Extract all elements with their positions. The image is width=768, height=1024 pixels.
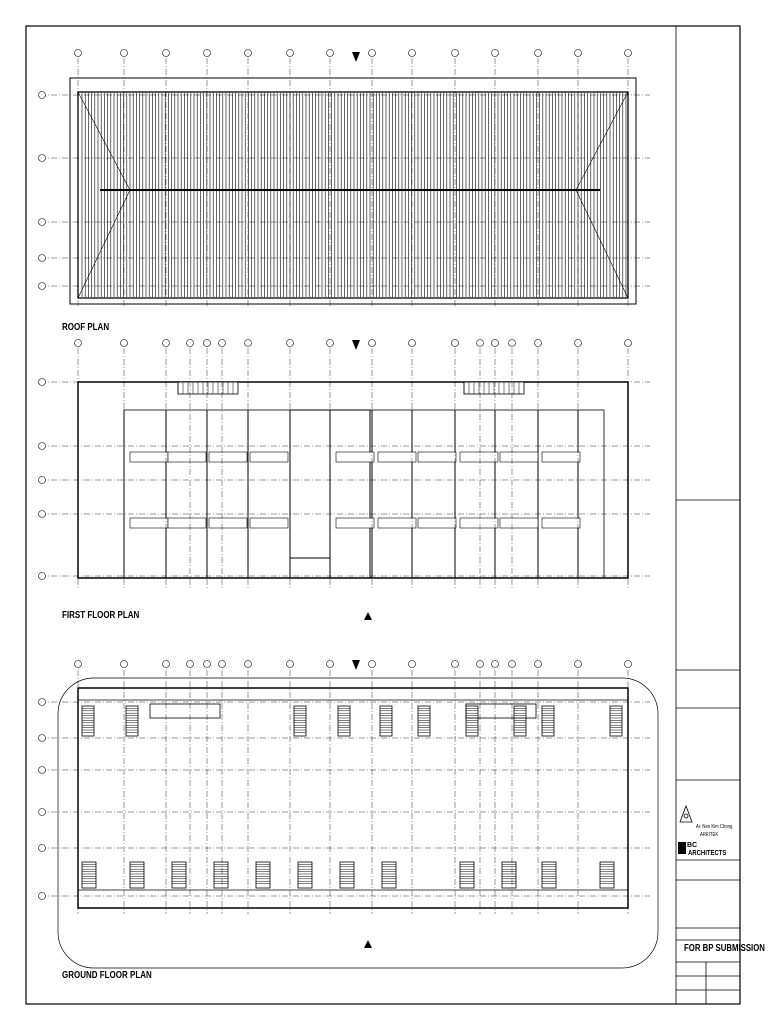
title-block-frame xyxy=(676,26,740,1004)
roof-plan xyxy=(39,50,651,307)
seal-icon xyxy=(680,806,692,822)
grid-bubble xyxy=(39,477,46,484)
grid-bubble xyxy=(287,340,294,347)
grid-bubble xyxy=(369,661,376,668)
stair xyxy=(214,862,228,888)
grid-bubble xyxy=(452,340,459,347)
grid-bubble xyxy=(219,661,226,668)
stair xyxy=(418,706,430,736)
first-floor-plan-title: FIRST FLOOR PLAN xyxy=(62,610,140,621)
first-floor-inner xyxy=(124,410,604,578)
stair xyxy=(502,862,516,888)
grid-bubble xyxy=(39,735,46,742)
grid-bubble xyxy=(39,219,46,226)
stair xyxy=(610,706,622,736)
stair xyxy=(298,862,312,888)
grid-bubble xyxy=(452,661,459,668)
stair xyxy=(172,862,186,888)
grid-bubble xyxy=(625,50,632,57)
window xyxy=(542,452,580,462)
roof-hips xyxy=(78,92,628,298)
grid-bubble xyxy=(39,573,46,580)
grid-bubble xyxy=(369,50,376,57)
grid-bubble xyxy=(625,340,632,347)
grid-bubble xyxy=(245,50,252,57)
window xyxy=(209,518,247,528)
roof-edge xyxy=(78,92,628,298)
window xyxy=(460,518,498,528)
grid-bubble xyxy=(204,50,211,57)
submission-status: FOR BP SUBMISSION xyxy=(684,943,765,954)
grid-bubble xyxy=(75,340,82,347)
grid-bubble xyxy=(39,255,46,262)
grid-bubble xyxy=(39,893,46,900)
window xyxy=(542,518,580,528)
grid-bubble xyxy=(287,661,294,668)
firm-logo: BC xyxy=(687,842,698,849)
window xyxy=(460,452,498,462)
window xyxy=(168,452,206,462)
window xyxy=(168,518,206,528)
grid-bubble xyxy=(75,50,82,57)
first-floor-plan xyxy=(39,340,651,591)
grid-bubble xyxy=(477,661,484,668)
stair xyxy=(542,706,554,736)
stair xyxy=(294,706,306,736)
grid-bubble xyxy=(39,767,46,774)
grid-bubble xyxy=(39,845,46,852)
window xyxy=(378,518,416,528)
grid-bubble xyxy=(327,340,334,347)
grid-bubble xyxy=(163,661,170,668)
stair xyxy=(338,706,350,736)
window xyxy=(209,452,247,462)
ground-floor-lobby xyxy=(150,704,220,718)
window xyxy=(130,452,168,462)
architect-role: ARKITEK xyxy=(700,832,719,838)
ground-floor-stairs-bottom xyxy=(82,862,614,888)
stair xyxy=(130,862,144,888)
first-floor-gridlines xyxy=(39,340,651,591)
stair xyxy=(542,862,556,888)
stair-core xyxy=(290,558,330,578)
first-floor-windows xyxy=(130,452,580,528)
site-boundary xyxy=(58,678,658,968)
window xyxy=(500,518,538,528)
window xyxy=(336,452,374,462)
grid-bubble xyxy=(575,661,582,668)
north-arrow-icon xyxy=(352,52,372,948)
grid-bubble xyxy=(535,50,542,57)
grid-bubble xyxy=(39,443,46,450)
grid-bubble xyxy=(163,340,170,347)
grid-bubble xyxy=(509,661,516,668)
grid-bubble xyxy=(39,283,46,290)
grid-bubble xyxy=(39,809,46,816)
window xyxy=(500,452,538,462)
grid-bubble xyxy=(245,661,252,668)
grid-bubble xyxy=(219,340,226,347)
grid-bubble xyxy=(327,661,334,668)
grid-bubble xyxy=(204,340,211,347)
grid-bubble xyxy=(327,50,334,57)
grid-bubble xyxy=(492,340,499,347)
grid-bubble xyxy=(509,340,516,347)
grid-bubble xyxy=(204,661,211,668)
stair xyxy=(460,862,474,888)
window xyxy=(378,452,416,462)
grid-bubble xyxy=(492,661,499,668)
grid-bubble xyxy=(625,661,632,668)
grid-bubble xyxy=(163,50,170,57)
grid-bubble xyxy=(75,661,82,668)
grid-bubble xyxy=(39,699,46,706)
stair xyxy=(82,706,94,736)
grid-bubble xyxy=(575,50,582,57)
grid-bubble xyxy=(575,340,582,347)
stair xyxy=(126,706,138,736)
first-floor-walls xyxy=(124,410,578,578)
grid-bubble xyxy=(39,92,46,99)
firm-logo-block xyxy=(678,842,686,854)
window xyxy=(336,518,374,528)
grid-bubble xyxy=(287,50,294,57)
stair xyxy=(82,862,96,888)
roof-sheeting-hatch xyxy=(82,93,626,297)
grid-bubble xyxy=(39,379,46,386)
ground-floor-stairs-top xyxy=(82,706,622,736)
stair xyxy=(382,862,396,888)
first-floor-stairs xyxy=(178,382,524,394)
stair xyxy=(600,862,614,888)
window xyxy=(250,452,288,462)
grid-bubble xyxy=(409,661,416,668)
grid-bubble xyxy=(477,340,484,347)
grid-bubble xyxy=(187,340,194,347)
grid-bubble xyxy=(39,511,46,518)
architect-name: Ar. Neo Kim Chong xyxy=(696,824,733,830)
grid-bubble xyxy=(369,340,376,347)
stair xyxy=(380,706,392,736)
grid-bubble xyxy=(535,661,542,668)
grid-bubble xyxy=(39,155,46,162)
grid-bubble xyxy=(535,340,542,347)
window xyxy=(418,518,456,528)
window xyxy=(130,518,168,528)
grid-bubble xyxy=(187,661,194,668)
stair xyxy=(256,862,270,888)
grid-bubble xyxy=(245,340,252,347)
stair xyxy=(340,862,354,888)
grid-bubble xyxy=(121,661,128,668)
grid-bubble xyxy=(121,50,128,57)
grid-bubble xyxy=(121,340,128,347)
ground-floor-plan-title: GROUND FLOOR PLAN xyxy=(62,970,152,981)
grid-bubble xyxy=(409,50,416,57)
grid-bubble xyxy=(492,50,499,57)
stair xyxy=(466,706,478,736)
stair xyxy=(514,706,526,736)
window xyxy=(250,518,288,528)
grid-bubble xyxy=(452,50,459,57)
roof-plan-title: ROOF PLAN xyxy=(62,322,110,333)
grid-bubble xyxy=(409,340,416,347)
firm-name: ARCHITECTS xyxy=(688,850,727,857)
ground-floor-plan xyxy=(39,661,659,969)
window xyxy=(418,452,456,462)
